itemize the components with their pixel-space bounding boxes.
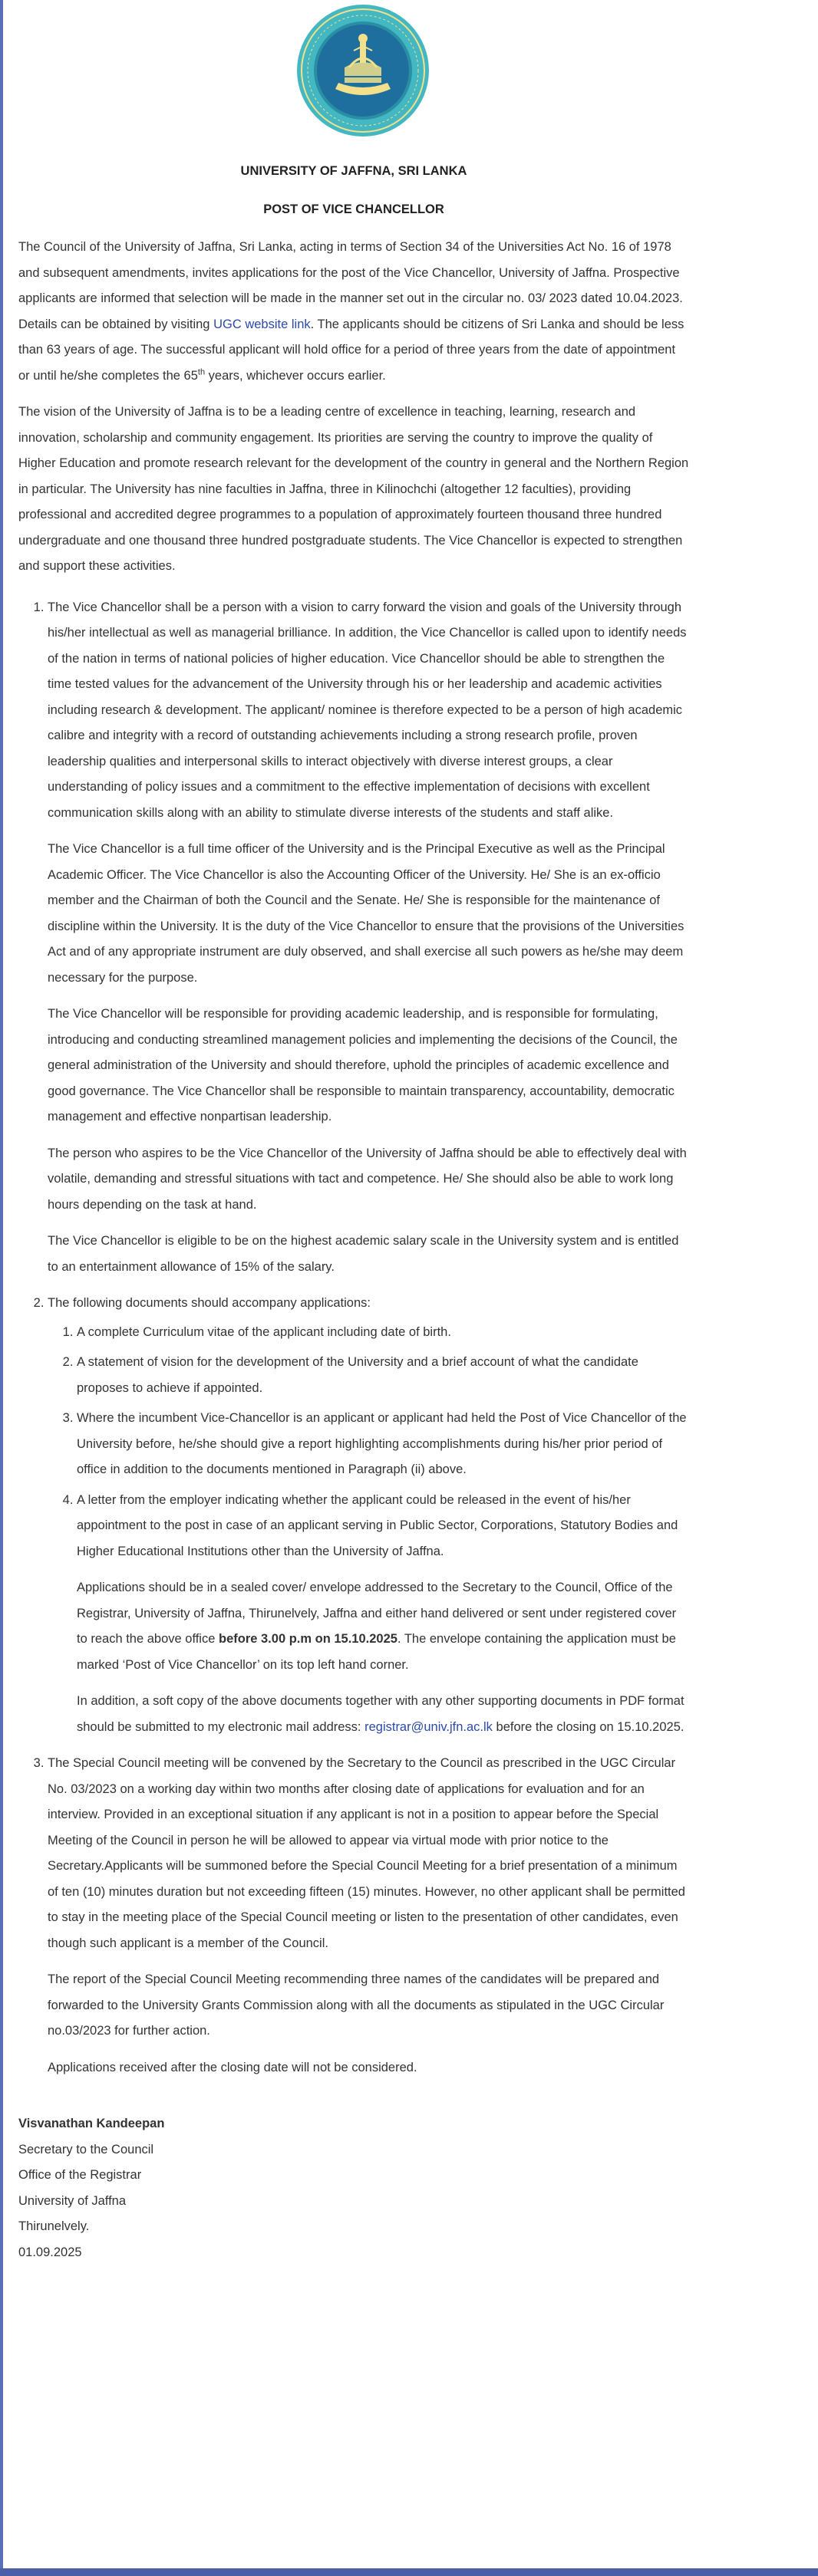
section-1-paragraph: The Vice Chancellor is eligible to be on the highest academic salary scale in the University system and is entitled to an entertainment allowance of 15% of the salary. [48,1234,679,1274]
signatory-university: University of Jaffna [18,2193,127,2208]
documents-list [48,1320,689,1565]
list-item: 2. A statement of vision for the development of the University and a brief account of what the candidate proposes to achieve if appointed. [77,1350,689,1401]
signatory-name: Visvanathan Kandeepan [18,2117,165,2130]
section-3 [48,1751,689,2081]
section-3-paragraph: 3. The Special Council meeting will be convened by the Secretary to the Council as prescribed in the UGC Circular No. 03/2023 on a working day within two months after closing date of applications for evaluation and for an interview. Provided in an exceptional situation if any applicant is not in a position to appear before the Special Meeting of the Council in person he will be allowed to appear via virtual mode with prior notice to the Secretary.Applicants will be summoned before the Special Council Meeting for a brief presentation of a minimum of ten (10) minutes duration but not exceeding fifteen (15) minutes. However, no other applicant shall be permitted to stay in the meeting place of the Special Council meeting or listen to the presentation of other candidates, even though such applicant is a member of the Council. [48,1756,685,1950]
university-crest-icon [295,3,430,138]
document-page [18,0,689,2265]
university-heading: UNIVERSITY OF JAFFNA, SRI LANKA [240,164,467,178]
post-heading: POST OF VICE CHANCELLOR [263,202,444,216]
intro-paragraph-1: The Council of the University of Jaffna, Sri Lanka, acting in terms of Section 34 of the Universities Act No. 16 of 1978 and subsequent amendments, invites applications for the post of the Vice Chancellor, University of Jaffna. Prospective applicants are informed that selection will be made in the manner set out in the circular no. 03/ 2023 dated 10.04.2023. Details can be obtained by visiting UGC website link. The applicants should be citizens of Sri Lanka and should be less than 63 years of age. The successful applicant will hold office for a period of three years from the date of appointment or until he/she completes the 65th years, whichever occurs earlier. [18,240,684,383]
section-1-paragraph: The Vice Chancellor is a full time officer of the University and is the Principal Executive as well as the Principal Academic Officer. The Vice Chancellor is also the Accounting Officer of the University. He/ She is an ex-officio member and the Chairman of both the Council and the Senate. He/ She is responsible for the maintenance of discipline within the University. It is the duty of the Vice Chancellor to ensure that the provisions of the Universities Act and of any appropriate instrument are duly observed, and shall exercise all such powers as he/she may deem necessary for the purpose. [48,842,684,985]
section-1-paragraph: The Vice Chancellor will be responsible for providing academic leadership, and is responsible for formulating, introducing and conducting streamlined management policies and implementing the decisions of the Council, the general administration of the University and should therefore, uphold the principles of academic excellence and good governance. The Vice Chancellor shall be responsible to maintain transparency, accountability, democratic management and effective nonpartisan leadership. [48,1007,678,1124]
registrar-email-link[interactable]: registrar@univ.jfn.ac.lk [364,1719,493,1734]
signatory-place: Thirunelvely. [18,2219,90,2233]
section-1 [48,595,689,1281]
application-instructions: Applications should be in a sealed cover/ envelope addressed to the Secretary to the Council, Office of the Registrar, University of Jaffna, Thirunelvely, Jaffna and either hand delivered or sent under registered cover to reach the above office before 3.00 p.m on 15.10.2025. The envelope containing the application must be marked ‘Post of Vice Chancellor’ on its top left hand corner. [77,1581,677,1672]
section-2-intro: The following documents should accompany applications: [48,1296,371,1310]
list-item: 1. A complete Curriculum vitae of the applicant including date of birth. [77,1320,689,1346]
main-list [18,595,689,2081]
section-3-paragraph: The report of the Special Council Meeting recommending three names of the candidates will be prepared and forwarded to the University Grants Commission along with all the documents as stipulated in the UGC Circular no.03/2023 for further action. [48,1972,665,2038]
list-item: 3. Where the incumbent Vice-Chancellor is an applicant or applicant had held the Post of Vice Chancellor of the University before, he/she should give a report highlighting accomplishments during his/her prior period of office in addition to the documents mentioned in Paragraph (ii) above. [77,1406,689,1483]
section-1-paragraph: The person who aspires to be the Vice Chancellor of the University of Jaffna should be able to effectively deal with volatile, demanding and stressful situations with tact and competence. He/ She should also be able to work long hours depending on the task at hand. [48,1146,687,1212]
softcopy-instructions: In addition, a soft copy of the above documents together with any other supporting documents in PDF format should be submitted to my electronic mail address: registrar@univ.jfn.ac.lk before the closing on 15.10.2025. [77,1694,684,1734]
left-accent-bar [0,0,3,2576]
signatory-office: Office of the Registrar [18,2168,142,2182]
signature-date: 01.09.2025 [18,2245,82,2259]
signatory-title: Secretary to the Council [18,2142,154,2157]
deadline: before 3.00 p.m on 15.10.2025 [219,1632,397,1646]
ugc-website-link[interactable]: UGC website link [213,317,311,331]
section-3-paragraph: Applications received after the closing date will not be considered. [48,2060,417,2074]
logo [37,0,689,143]
bottom-accent-bar [0,2568,818,2576]
section-1-paragraph: 1. The Vice Chancellor shall be a person with a vision to carry forward the vision and goals of the University through his/her intellectual as well as managerial brilliance. In addition, the Vice Chancellor is called upon to identify needs of the nation in terms of national policies of higher education. Vice Chancellor should be able to strengthen the time tested values for the advancement of the University through his or her leadership and academic activities including research & development. The applicant/ nominee is therefore expected to be a person of high academic calibre and integrity with a record of outstanding achievements including a strong research profile, proven leadership qualities and interpersonal skills to interact objectively with diverse interest groups, a clear understanding of policy issues and a commitment to the effective implementation of decisions with excellent communication skills along with an ability to stimulate diverse interests of the students and staff alike. [48,600,687,820]
intro-paragraph-2: The vision of the University of Jaffna is to be a leading centre of excellence in teaching, learning, research and innovation, scholarship and community engagement. Its priorities are serving the country to improve the quality of Higher Education and promote research relevant for the development of the country in general and the Northern Region in particular. The University has nine faculties in Jaffna, three in Kilinochchi (altogether 12 faculties), providing professional and accredited degree programmes to a population of approximately fourteen thousand three hundred undergraduate and one thousand three hundred postgraduate students. The Vice Chancellor is expected to strengthen and support these activities. [18,405,689,573]
list-item: 4. A letter from the employer indicating whether the applicant could be released in the event of his/her appointment to the post in case of an applicant serving in Public Sector, Corporations, Statutory Bodies and Higher Educational Institutions other than the University of Jaffna. [77,1488,689,1565]
section-2 [48,1291,689,1740]
signature-block [18,2111,689,2265]
